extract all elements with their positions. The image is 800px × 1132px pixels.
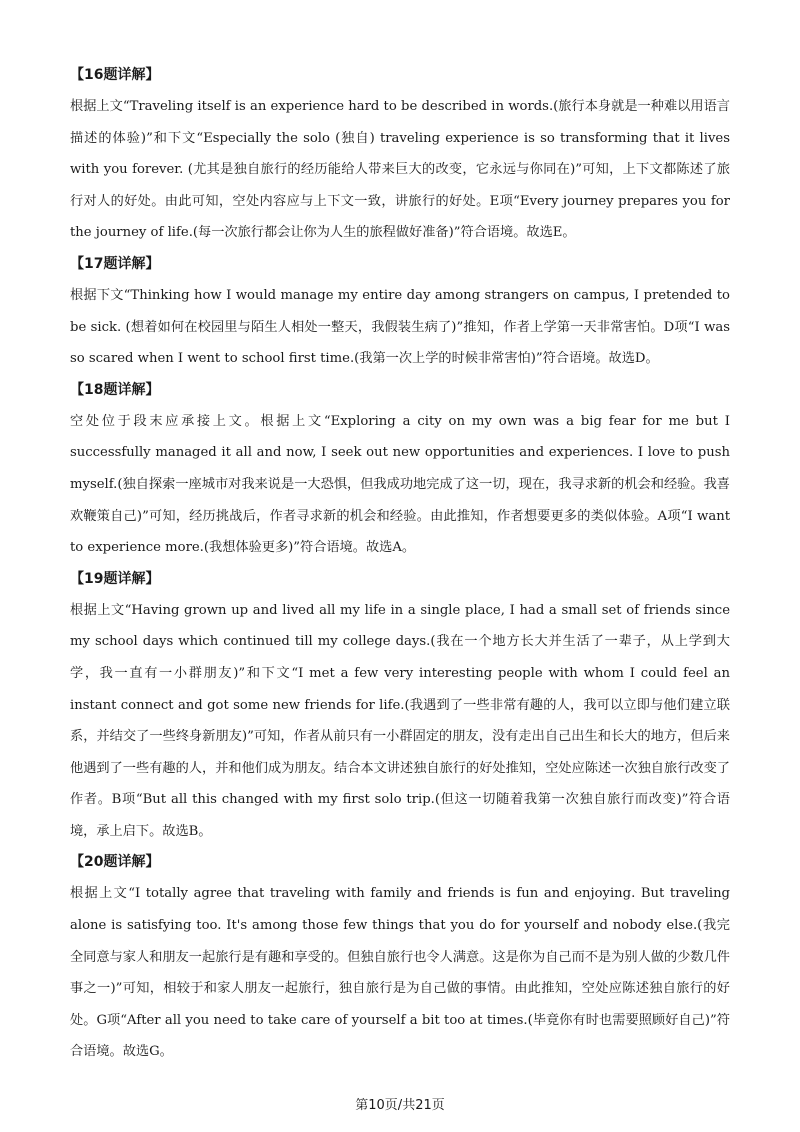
section-heading: 【17题详解】 xyxy=(70,255,160,272)
document-body xyxy=(70,60,730,1068)
section-heading: 【19题详解】 xyxy=(70,570,160,587)
section-16 xyxy=(70,60,730,249)
section-text: 空处位于段末应承接上文。根据上文“Exploring a city on my own was a big fear for me but I successfully managed it all and now, I seek out new opportunities and experiences. I love to push myself.(独自探索一座城市对我来说是一大恐惧，但我成功地完成了这一切，现在，我寻求新的机会和经验。我喜欢鞭策自己)”可知，经历挑战后，作者寻求新的机会和经验。由此推知，作者想要更多的类似体验。A项“I want to experience more.(我想体验更多)”符合语境。故选A。 xyxy=(70,413,730,556)
section-text: 根据上文“I totally agree that traveling with family and friends is fun and enjoying. But traveling alone is satisfying too. It's among those few things that you do for yourself and nobody else.(我完全同意与家人和朋友一起旅行是有趣和享受的。但独自旅行也令人满意。这是你为自己而不是为别人做的少数几件事之一)”可知，相较于和家人朋友一起旅行，独自旅行是为自己做的事情。由此推知，空处应陈述独自旅行的好处。G项“After all you need to take care of yourself a bit too at times.(毕竟你有时也需要照顾好自己)”符合语境。故选G。 xyxy=(70,886,730,1060)
section-20 xyxy=(70,847,730,1068)
section-heading: 【20题详解】 xyxy=(70,854,160,871)
section-heading: 【16题详解】 xyxy=(70,67,160,83)
section-heading: 【18题详解】 xyxy=(70,381,160,398)
section-text: 根据下文“Thinking how I would manage my entire day among strangers on campus, I pretended to be sick. (想着如何在校园里与陌生人相处一整天，我假装生病了)”推知，作者上学第一天非常害怕。D项“I was so scared when I went to school first time.(我第一次上学的时候非常害怕)”符合语境。故选D。 xyxy=(70,287,730,367)
section-text: 根据上文“Traveling itself is an experience hard to be described in words.(旅行本身就是一种难以用语言描述的体验)”和下文“Especially the solo (独自) traveling experience is so transforming that it lives with you forever. (尤其是独自旅行的经历能给人带来巨大的改变，它永远与你同在)”可知，上下文都陈述了旅行对人的好处。由此可知，空处内容应与上下文一致，讲旅行的好处。E项“Every journey prepares you for the journey of life.(每一次旅行都会让你为人生的旅程做好准备)”符合语境。故选E。 xyxy=(70,99,730,241)
section-text: 根据上文“Having grown up and lived all my life in a single place, I had a small set of friends since my school days which continued till my college days.(我在一个地方长大并生活了一辈子，从上学到大学，我一直有一小群朋友)”和下文“I met a few very interesting people with whom I could feel an instant connect and got some new friends for life.(我遇到了一些非常有趣的人，我可以立即与他们建立联系，并结交了一些终身新朋友)”可知，作者从前只有一小群固定的朋友，没有走出自己出生和长大的地方，但后来他遇到了一些有趣的人，并和他们成为朋友。结合本文讲述独自旅行的好处推知，空处应陈述一次独自旅行改变了作者。B项“But all this changed with my first solo trip.(但这一切随着我第一次独自旅行而改变)”符合语境，承上启下。故选B。 xyxy=(70,602,730,839)
page-number: 第10页/共21页 xyxy=(355,1098,445,1113)
section-17 xyxy=(70,249,730,375)
section-18 xyxy=(70,375,730,564)
section-19 xyxy=(70,564,730,848)
